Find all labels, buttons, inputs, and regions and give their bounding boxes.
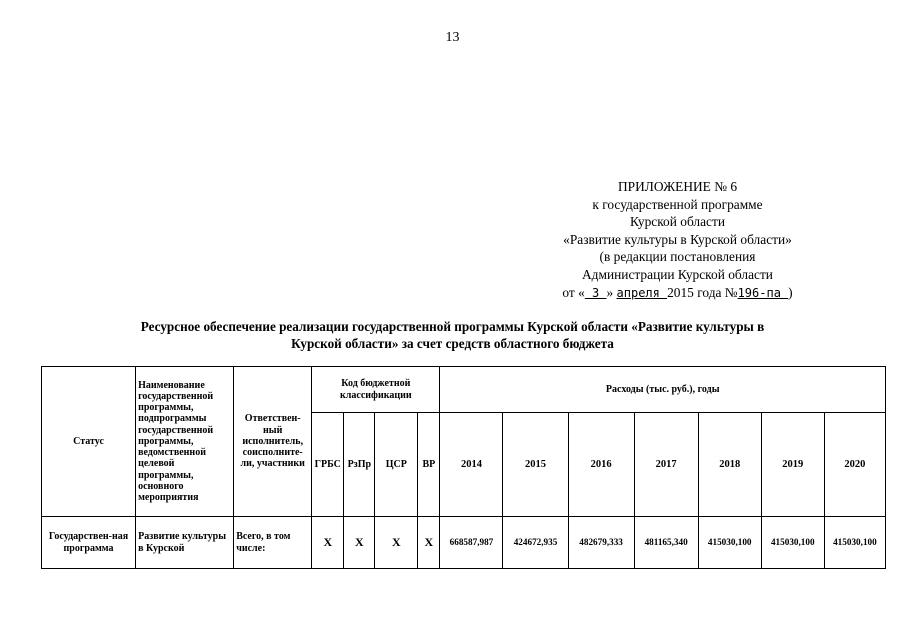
resolution-day: 3 <box>584 285 607 300</box>
document-title-line: Курской области» за счет средств областного бюджета <box>291 336 614 351</box>
row-status: Государствен-ная программа <box>42 517 136 569</box>
header-responsible: Ответствен-ный исполнитель, соисполните-ли, участники <box>234 367 312 517</box>
appendix-block <box>505 178 850 302</box>
table-row <box>42 517 886 569</box>
date-year: 2015 года № <box>667 284 738 300</box>
header-budget-code: Код бюджетной классификации <box>312 367 440 413</box>
header-year: 2016 <box>568 413 634 517</box>
row-amount: 482679,333 <box>568 517 634 569</box>
header-grbs: ГРБС <box>312 413 344 517</box>
resolution-month: апреля <box>616 285 668 300</box>
appendix-date-line <box>505 284 850 303</box>
header-csr: ЦСР <box>375 413 418 517</box>
row-rzpr: Х <box>344 517 375 569</box>
appendix-line: Курской области <box>629 214 726 230</box>
appendix-line: (в редакции постановления <box>599 249 756 265</box>
header-status: Статус <box>42 367 136 517</box>
document-title <box>60 318 845 352</box>
row-csr: Х <box>375 517 418 569</box>
row-name: Развитие культуры в Курской <box>136 517 234 569</box>
appendix-program-name: «Развитие культуры в Курской области» <box>563 231 792 247</box>
appendix-line: к государственной программе <box>592 196 763 212</box>
header-name: Наименование государственной программы, подпрограммы государственной программы, ведомственной целевой программы, основного мероприятия <box>136 367 234 517</box>
row-amount: 424672,935 <box>503 517 568 569</box>
document-title-line: Ресурсное обеспечение реализации государственной программы Курской области «Развитие культуры в <box>140 319 765 334</box>
row-amount: 415030,100 <box>698 517 761 569</box>
appendix-line: Администрации Курской области <box>582 266 773 282</box>
header-year: 2015 <box>503 413 568 517</box>
row-grbs: Х <box>312 517 344 569</box>
header-year: 2020 <box>824 413 885 517</box>
appendix-heading: ПРИЛОЖЕНИЕ № 6 <box>617 179 738 194</box>
date-mid: » <box>606 284 617 300</box>
page-number: 13 <box>445 30 460 45</box>
header-year: 2017 <box>634 413 698 517</box>
resolution-number: 196-па <box>737 285 789 300</box>
row-amount: 415030,100 <box>761 517 824 569</box>
row-amount: 668587,987 <box>440 517 503 569</box>
header-expenses: Расходы (тыс. руб.), годы <box>440 367 886 413</box>
row-amount: 415030,100 <box>824 517 885 569</box>
header-year: 2018 <box>698 413 761 517</box>
header-rzpr: РзПр <box>344 413 375 517</box>
header-row <box>42 367 886 413</box>
header-year: 2014 <box>440 413 503 517</box>
row-amount: 481165,340 <box>634 517 698 569</box>
date-suffix: ) <box>788 284 793 300</box>
row-vr: Х <box>418 517 440 569</box>
header-vr: ВР <box>418 413 440 517</box>
header-year: 2019 <box>761 413 824 517</box>
row-responsible: Всего, в том числе: <box>234 517 312 569</box>
resource-table <box>41 366 886 569</box>
date-prefix: от « <box>562 284 585 300</box>
